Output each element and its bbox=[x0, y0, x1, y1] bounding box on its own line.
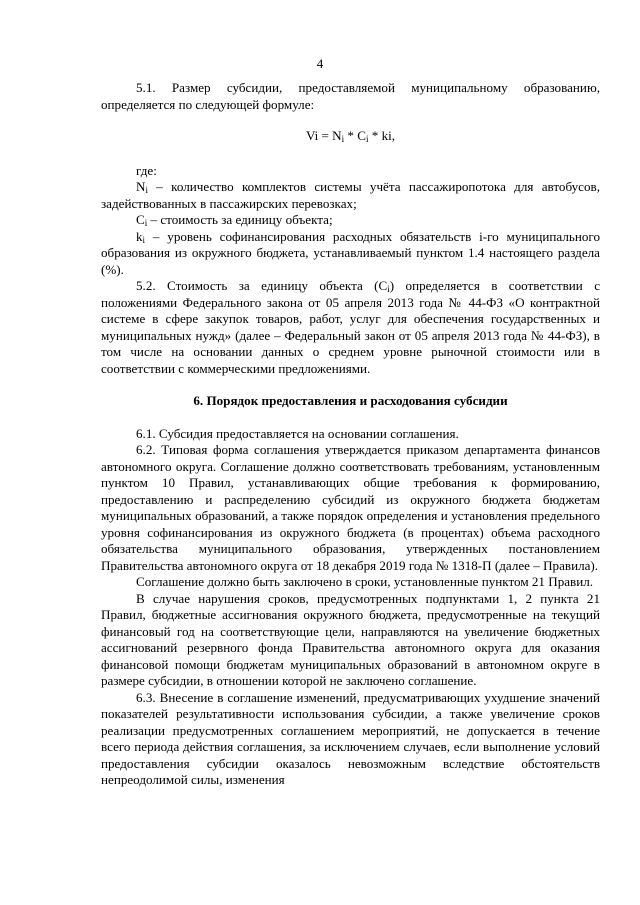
paragraph-6-3: 6.3. Внесение в соглашение изменений, предусматривающих ухудшение значений показателей результативности использования субсидии, а также увеличение сроков реализации предусмотренных соглашением мероприятий, не допускается в течение всего периода действия соглашения, за исключением случаев, если выполнение условий предоставления субсидии оказалось невозможным вследствие обстоятельств непреодолимой силы, изменения bbox=[101, 689, 600, 787]
paragraph-6-2: 6.2. Типовая форма соглашения утверждается приказом департамента финансов автономного округа. Соглашение должно соответствовать требованиям, установленным пунктом 10 Правил, устанавливающих общие требования к формированию, предоставлению и распределению субсидий из окружного бюджета бюджетам муниципальных образований, а также порядок определения и установления предельного уровня софинансирования из окружного бюджета (в процентах) объема расходного обязательства муниципального образования, утвержденных постановлением Правительства автономного округа от 18 декабря 2019 года № 1318-П (далее – Правила). bbox=[101, 442, 600, 573]
section-6-heading: 6. Порядок предоставления и расходования субсидии bbox=[193, 393, 508, 408]
paragraph-deadline-violation: В случае нарушения сроков, предусмотренных подпунктами 1, 2 пункта 21 Правил, бюджетные ассигнования окружного бюджета, предусмотренные на текущий финансовый год на соответствующие цели, направляются на увеличение бюджетных ассигнований резервного фонда Правительства автономного округа для оказания финансовой помощи бюджетам муниципальных образований в автономном округе в размере субсидии, в отношении которой не заключено соглашение. bbox=[101, 590, 600, 688]
paragraph-agreement-deadline: Соглашение должно быть заключено в сроки, установленные пунктом 21 Правил. bbox=[136, 574, 594, 589]
paragraph-6-1: 6.1. Субсидия предоставляется на основании соглашения. bbox=[136, 425, 459, 441]
page-number: 4 bbox=[316, 56, 324, 71]
subsidy-formula: $Vi = N_i * C_i$ * ki, bbox=[305, 128, 396, 144]
definition-c: $C_i$ – стоимость за единицу объекта; bbox=[136, 212, 333, 228]
paragraph-5-1: 5.1. Размер субсидии, предоставляемой муниципальному образованию, определяется по следующей формуле: bbox=[101, 80, 600, 112]
where-label: где: bbox=[136, 162, 157, 178]
definition-n: $N_i$ – количество комплектов системы учёта пассажиропотока для автобусов, задействованных в пассажирских перевозках; bbox=[101, 179, 600, 211]
document-body bbox=[101, 80, 600, 789]
definition-k: $k_i$ – уровень софинансирования расходных обязательств i-го муниципального образования из окружного бюджета, устанавливаемый пунктом 1.4 настоящего раздела (%). bbox=[101, 228, 600, 277]
paragraph-5-2: 5.2. Стоимость за единицу объекта $(C_i)$ определяется в соответствии с положениями Федерального закона от 05 апреля 2013 года № 44-ФЗ «О контрактной системе в сфере закупок товаров, работ, услуг для обеспечения государственных и муниципальных нужд» (далее – Федеральный закон от 05 апреля 2013 года № 44-ФЗ), в том числе на основании данных о среднем уровне рыночной стоимости или в соответствии с коммерческими предложениями. bbox=[101, 278, 601, 376]
